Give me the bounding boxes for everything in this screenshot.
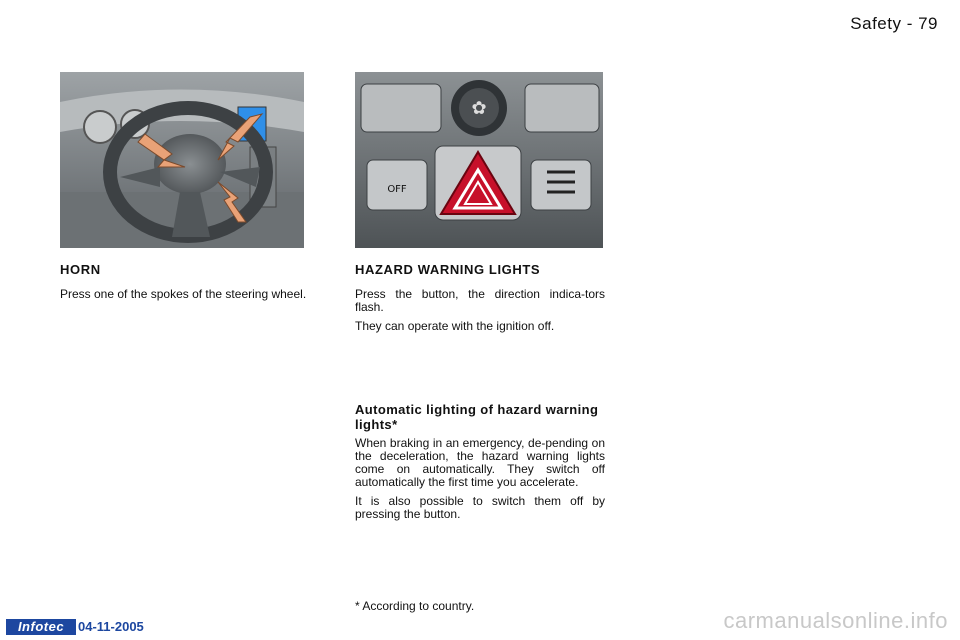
automatic-hazard-description xyxy=(355,437,605,527)
footer-date: 04-11-2005 xyxy=(78,619,144,634)
off-label: OFF xyxy=(387,184,407,195)
hazard-button-image xyxy=(355,72,603,248)
hazard-text-1: Press the button, the direction indica-tors flash. xyxy=(355,287,605,314)
horn-heading: HORN xyxy=(60,262,101,277)
horn-text: Press one of the spokes of the steering wheel. xyxy=(60,287,307,301)
auto-text-1: When braking in an emergency, de-pending on the deceleration, the hazard warning lights come on automatically. They switch off automatically the first time you accelerate. xyxy=(355,436,605,489)
steering-wheel-image xyxy=(60,72,304,248)
auto-text-2: It is also possible to switch them off by pressing the button. xyxy=(355,494,605,521)
footnote: * According to country. xyxy=(355,599,475,613)
hazard-heading: HAZARD WARNING LIGHTS xyxy=(355,262,541,277)
hazard-description xyxy=(355,288,605,339)
infotec-logo: Infotec xyxy=(6,619,76,635)
automatic-hazard-heading: Automatic lighting of hazard warning lights* xyxy=(355,402,599,432)
page-header: Safety - 79 xyxy=(850,14,938,33)
hazard-text-2: They can operate with the ignition off. xyxy=(355,319,555,333)
horn-description xyxy=(60,288,310,307)
watermark: carmanualsonline.info xyxy=(723,608,948,633)
svg-text:✿: ✿ xyxy=(471,98,487,119)
